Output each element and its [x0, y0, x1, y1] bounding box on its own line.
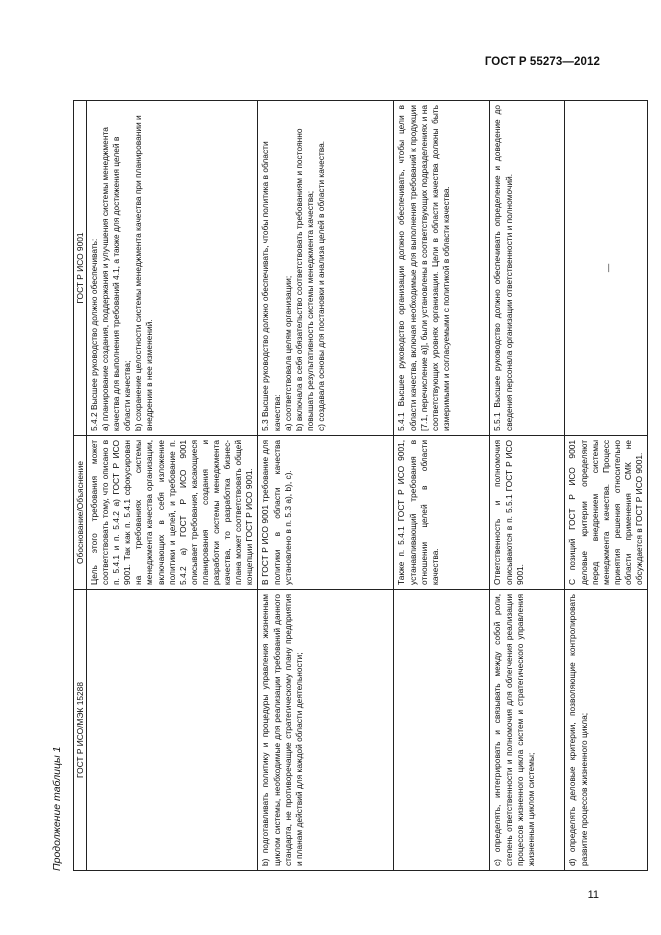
cell-paragraph: 5.4.1 Высшее руководство организации должно обеспечивать, чтобы цели в области качества, включая необходимые для выполнения требований к продукции [7.1, перечисление а)], были установлены в соответствующих подразделениях и на соответствующих уровнях организации. Цели в области качества должны быть измеримыми и согласуемыми с политикой в области качества. [396, 105, 451, 431]
comparison-table [73, 100, 648, 871]
cell-15288 [394, 589, 490, 870]
cell-justification [565, 435, 648, 589]
cell-paragraph: Также п. 5.4.1 ГОСТ Р ИСО 9001, устанавливающий требования в отношении целей в области качества. [396, 439, 440, 585]
table-row [87, 101, 258, 871]
page-number: 11 [587, 889, 599, 901]
column-header-justification: Обоснование/Объяснение [74, 435, 87, 589]
cell-paragraph: b) включала в себя обязательство соответствовать требованиям и постоянно повышать результативность системы менеджмента качества; [293, 128, 315, 431]
table-row [490, 101, 565, 871]
cell-justification [490, 435, 565, 589]
cell-paragraph: 5.3 Высшее руководство должно обеспечивать, чтобы политика в области качества: [260, 141, 282, 431]
cell-dash: — [603, 263, 614, 273]
cell-15288 [87, 589, 258, 870]
document-code: ГОСТ Р 55273—2012 [484, 56, 600, 68]
cell-justification [258, 435, 394, 589]
cell-paragraph: d) определять деловые критерии, позволяющие контролировать развитие процессов жизненного цикла; [567, 593, 589, 866]
column-header-15288: ГОСТ Р ИСО/МЭК 15288 [74, 589, 87, 870]
table-row [565, 101, 648, 871]
cell-paragraph: a) соответствовала целям организации; [282, 275, 293, 431]
cell-15288 [490, 589, 565, 870]
table-row [394, 101, 490, 871]
cell-paragraph: 5.4.2 Высшее руководство должно обеспечивать: [89, 238, 99, 431]
cell-paragraph: c) определять, интегрировать и связывать между собой роли, степень ответственности и полномочия для облегчения реализации процессов жизненного цикла систем и стратегического управления жизненным циклом системы; [492, 593, 536, 866]
continuation-title: Продолжение таблицы 1 [51, 746, 63, 871]
cell-9001 [394, 101, 490, 436]
cell-9001 [565, 101, 648, 436]
table-stage [51, 100, 644, 871]
cell-paragraph: С позиций ГОСТ Р ИСО 9001 деловые критерии определяют перед внедрением системы менеджмента качества. Процесс принятия решения относительно области применения СМК не обсуждается в ГОСТ Р ИСО 9001. [567, 439, 644, 585]
cell-paragraph: В ГОСТ Р ИСО 9001 требование для политики в области качества установлено в п. 5.3 a), b), c). [260, 439, 293, 585]
rotated-table-wrapper [51, 100, 644, 871]
cell-paragraph: b) сохранение целостности системы менеджмента качества при планировании и внедрении в нее изменений. [133, 115, 155, 431]
cell-15288 [565, 589, 648, 870]
cell-9001 [490, 101, 565, 436]
table-row [258, 101, 394, 871]
cell-9001 [87, 101, 258, 436]
cell-justification [394, 435, 490, 589]
column-header-9001: ГОСТ Р ИСО 9001 [74, 101, 87, 436]
cell-paragraph: a) планирование создания, поддержания и улучшения системы менеджмента качества для выполнения требований 4.1, а также для достижения целей в области качества; [100, 127, 133, 431]
cell-paragraph: 5.5.1 Высшее руководство должно обеспечивать определение и доведение до сведения персонала организации ответственности и полномочий. [492, 105, 514, 431]
cell-paragraph: Цель этого требования может соответствовать тому, что описано в п. 5.4.1 и п. 5.4.2 a) ГОСТ Р ИСО 9001. Так как п. 5.4.1 сфокусирован на требованиях системы менеджмента качества организации, включающих в себя изложение политики и целей, и требование п. 5.4.2 а) ГОСТ Р ИСО 9001 описывает требования, касающиеся планирования создания и разработки системы менеджмента качества, то разработка бизнес-плана может соответствовать общей концепции ГОСТ Р ИСО 9001. [89, 439, 255, 585]
cell-paragraph: Ответственность и полномочия описываются в п. 5.5.1 ГОСТ Р ИСО 9001. [492, 439, 525, 585]
cell-justification [87, 435, 258, 589]
table-header-row [74, 101, 87, 871]
cell-paragraph: b) подготавливать политику и процедуры управления жизненным циклом системы, необходимые для реализации требований данного стандарта, не противоречащие стратегическому плану предприятия и планам действий для каждой области деятельности; [260, 593, 304, 866]
cell-9001 [258, 101, 394, 436]
cell-paragraph: c) создавала основы для постановки и анализа целей в области качества. [315, 140, 326, 431]
cell-15288 [258, 589, 394, 870]
